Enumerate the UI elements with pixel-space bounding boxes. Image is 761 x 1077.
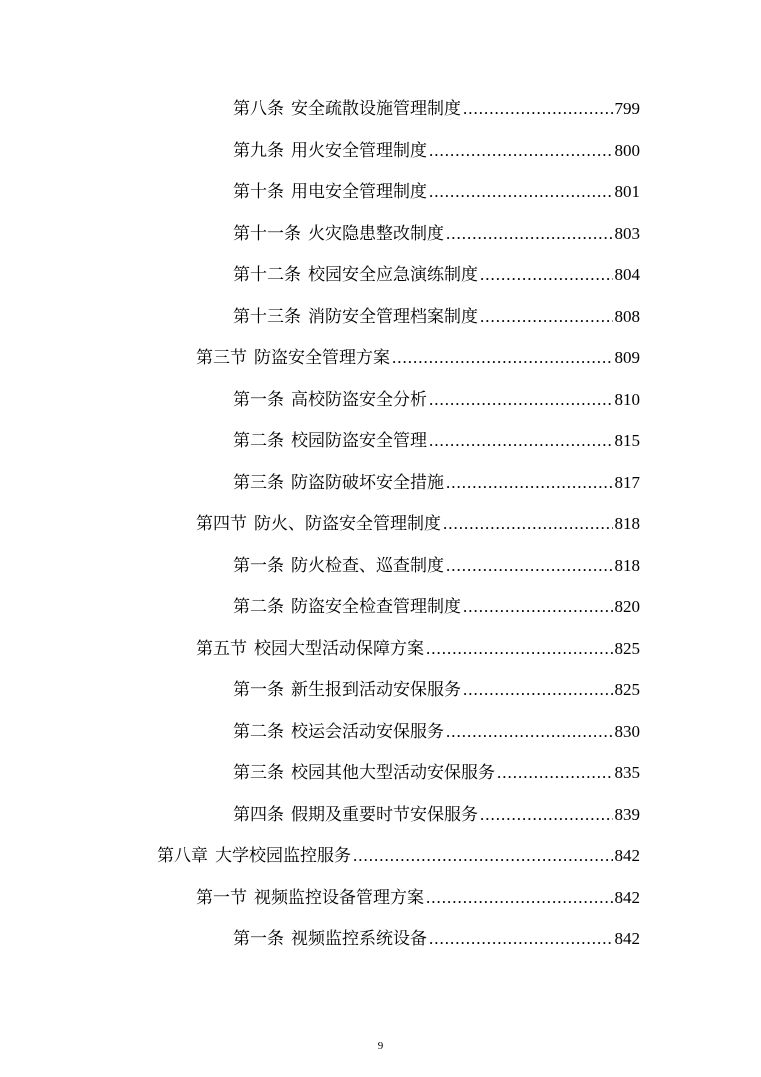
toc-entry-page: 809 xyxy=(614,348,640,367)
toc-entry-title: 火灾隐患整改制度 xyxy=(308,223,444,244)
toc-entry-title: 大学校园监控服务 xyxy=(215,846,351,866)
toc-entry-page: 801 xyxy=(614,182,640,201)
toc-entry-title: 新生报到活动安保服务 xyxy=(291,680,461,700)
dot-leader xyxy=(446,711,613,753)
toc-entry-page: 818 xyxy=(614,555,640,575)
toc-entry-page: 825 xyxy=(614,638,640,658)
toc-entry-title: 校园其他大型活动安保服务 xyxy=(291,763,495,783)
toc-entry-title: 校园防盗安全管理 xyxy=(291,431,427,451)
toc-entry[interactable] xyxy=(233,918,761,960)
toc-entry-page: 803 xyxy=(614,223,640,243)
dot-leader xyxy=(463,586,613,628)
toc-entry[interactable] xyxy=(233,296,761,338)
toc-entry[interactable] xyxy=(196,337,761,379)
toc-entry[interactable] xyxy=(233,420,761,462)
toc-entry-title: 用电安全管理制度 xyxy=(291,182,427,202)
toc-entry-page: 800 xyxy=(614,140,640,160)
toc-entry-title: 防盗防破坏安全措施 xyxy=(291,472,444,493)
toc-entry-number: 第一节 xyxy=(196,887,247,908)
toc-entry-page: 810 xyxy=(614,389,640,409)
toc-entry-number: 第八条 xyxy=(233,99,284,119)
toc-entry-number: 第一条 xyxy=(233,555,284,576)
toc-entry-number: 第三条 xyxy=(233,472,284,493)
toc-entry[interactable] xyxy=(233,254,761,296)
dot-leader xyxy=(429,379,613,421)
toc-entry-number: 第二条 xyxy=(233,597,284,617)
page-number: 9 xyxy=(377,1040,384,1052)
dot-leader xyxy=(429,171,613,213)
toc-entry-page: 842 xyxy=(614,887,640,907)
toc-entry-page: 842 xyxy=(614,929,640,948)
table-of-contents xyxy=(0,88,761,960)
toc-entry[interactable] xyxy=(233,379,761,421)
toc-entry-title: 消防安全管理档案制度 xyxy=(308,306,478,327)
toc-entry-number: 第一条 xyxy=(233,680,284,700)
toc-entry-page: 804 xyxy=(614,265,640,284)
toc-entry-number: 第四条 xyxy=(233,804,284,825)
toc-entry-page: 815 xyxy=(614,431,640,450)
toc-entry-title: 防火检查、巡查制度 xyxy=(291,555,444,576)
toc-entry-title: 视频监控系统设备 xyxy=(291,929,427,949)
toc-entry-page: 808 xyxy=(614,306,640,326)
toc-entry-page: 842 xyxy=(614,846,640,865)
toc-entry-number: 第九条 xyxy=(233,140,284,161)
toc-entry[interactable] xyxy=(233,462,761,504)
toc-entry[interactable] xyxy=(233,586,761,628)
dot-leader xyxy=(446,462,613,504)
dot-leader xyxy=(392,337,613,379)
dot-leader xyxy=(429,130,613,172)
toc-entry-number: 第三条 xyxy=(233,763,284,783)
dot-leader xyxy=(443,503,613,545)
dot-leader xyxy=(497,752,613,794)
toc-entry-page: 835 xyxy=(614,763,640,782)
toc-entry[interactable] xyxy=(233,213,761,255)
toc-entry-page: 830 xyxy=(614,721,640,741)
dot-leader xyxy=(480,794,613,836)
toc-entry-page: 799 xyxy=(614,99,640,118)
toc-entry-title: 防火、防盗安全管理制度 xyxy=(254,514,441,534)
dot-leader xyxy=(480,296,613,338)
toc-entry[interactable] xyxy=(196,877,761,919)
toc-entry-number: 第十三条 xyxy=(233,306,301,327)
toc-entry[interactable] xyxy=(233,794,761,836)
toc-entry[interactable] xyxy=(196,503,761,545)
toc-entry[interactable] xyxy=(233,130,761,172)
toc-entry-number: 第二条 xyxy=(233,721,284,742)
dot-leader xyxy=(463,88,613,130)
toc-entry-number: 第一条 xyxy=(233,389,284,410)
toc-entry-title: 校运会活动安保服务 xyxy=(291,721,444,742)
dot-leader xyxy=(429,918,613,960)
toc-entry[interactable] xyxy=(233,669,761,711)
toc-entry-number: 第一条 xyxy=(233,929,284,949)
toc-entry[interactable] xyxy=(196,628,761,670)
toc-entry-number: 第二条 xyxy=(233,431,284,451)
toc-entry-title: 校园大型活动保障方案 xyxy=(254,638,424,659)
toc-entry-title: 安全疏散设施管理制度 xyxy=(291,99,461,119)
toc-entry[interactable] xyxy=(157,835,761,877)
toc-entry-page: 818 xyxy=(614,514,640,533)
dot-leader xyxy=(480,254,613,296)
toc-entry[interactable] xyxy=(233,88,761,130)
toc-entry[interactable] xyxy=(233,545,761,587)
toc-entry-number: 第十条 xyxy=(233,182,284,202)
toc-entry-title: 用火安全管理制度 xyxy=(291,140,427,161)
toc-entry[interactable] xyxy=(233,711,761,753)
toc-entry-page: 825 xyxy=(614,680,640,699)
dot-leader xyxy=(446,545,613,587)
dot-leader xyxy=(426,628,613,670)
toc-entry-title: 假期及重要时节安保服务 xyxy=(291,804,478,825)
toc-entry-number: 第八章 xyxy=(157,846,208,866)
dot-leader xyxy=(446,213,613,255)
dot-leader xyxy=(353,835,613,877)
dot-leader xyxy=(463,669,613,711)
toc-entry[interactable] xyxy=(233,171,761,213)
toc-entry-title: 校园安全应急演练制度 xyxy=(308,265,478,285)
toc-entry-number: 第十一条 xyxy=(233,223,301,244)
toc-entry-number: 第三节 xyxy=(196,348,247,368)
dot-leader xyxy=(429,420,613,462)
dot-leader xyxy=(426,877,613,919)
toc-entry[interactable] xyxy=(233,752,761,794)
toc-entry-page: 820 xyxy=(614,597,640,616)
toc-entry-page: 839 xyxy=(614,804,640,824)
toc-entry-number: 第十二条 xyxy=(233,265,301,285)
toc-entry-number: 第四节 xyxy=(196,514,247,534)
toc-entry-page: 817 xyxy=(614,472,640,492)
toc-entry-title: 防盗安全检查管理制度 xyxy=(291,597,461,617)
toc-entry-title: 高校防盗安全分析 xyxy=(291,389,427,410)
toc-entry-title: 防盗安全管理方案 xyxy=(254,348,390,368)
toc-entry-title: 视频监控设备管理方案 xyxy=(254,887,424,908)
toc-entry-number: 第五节 xyxy=(196,638,247,659)
